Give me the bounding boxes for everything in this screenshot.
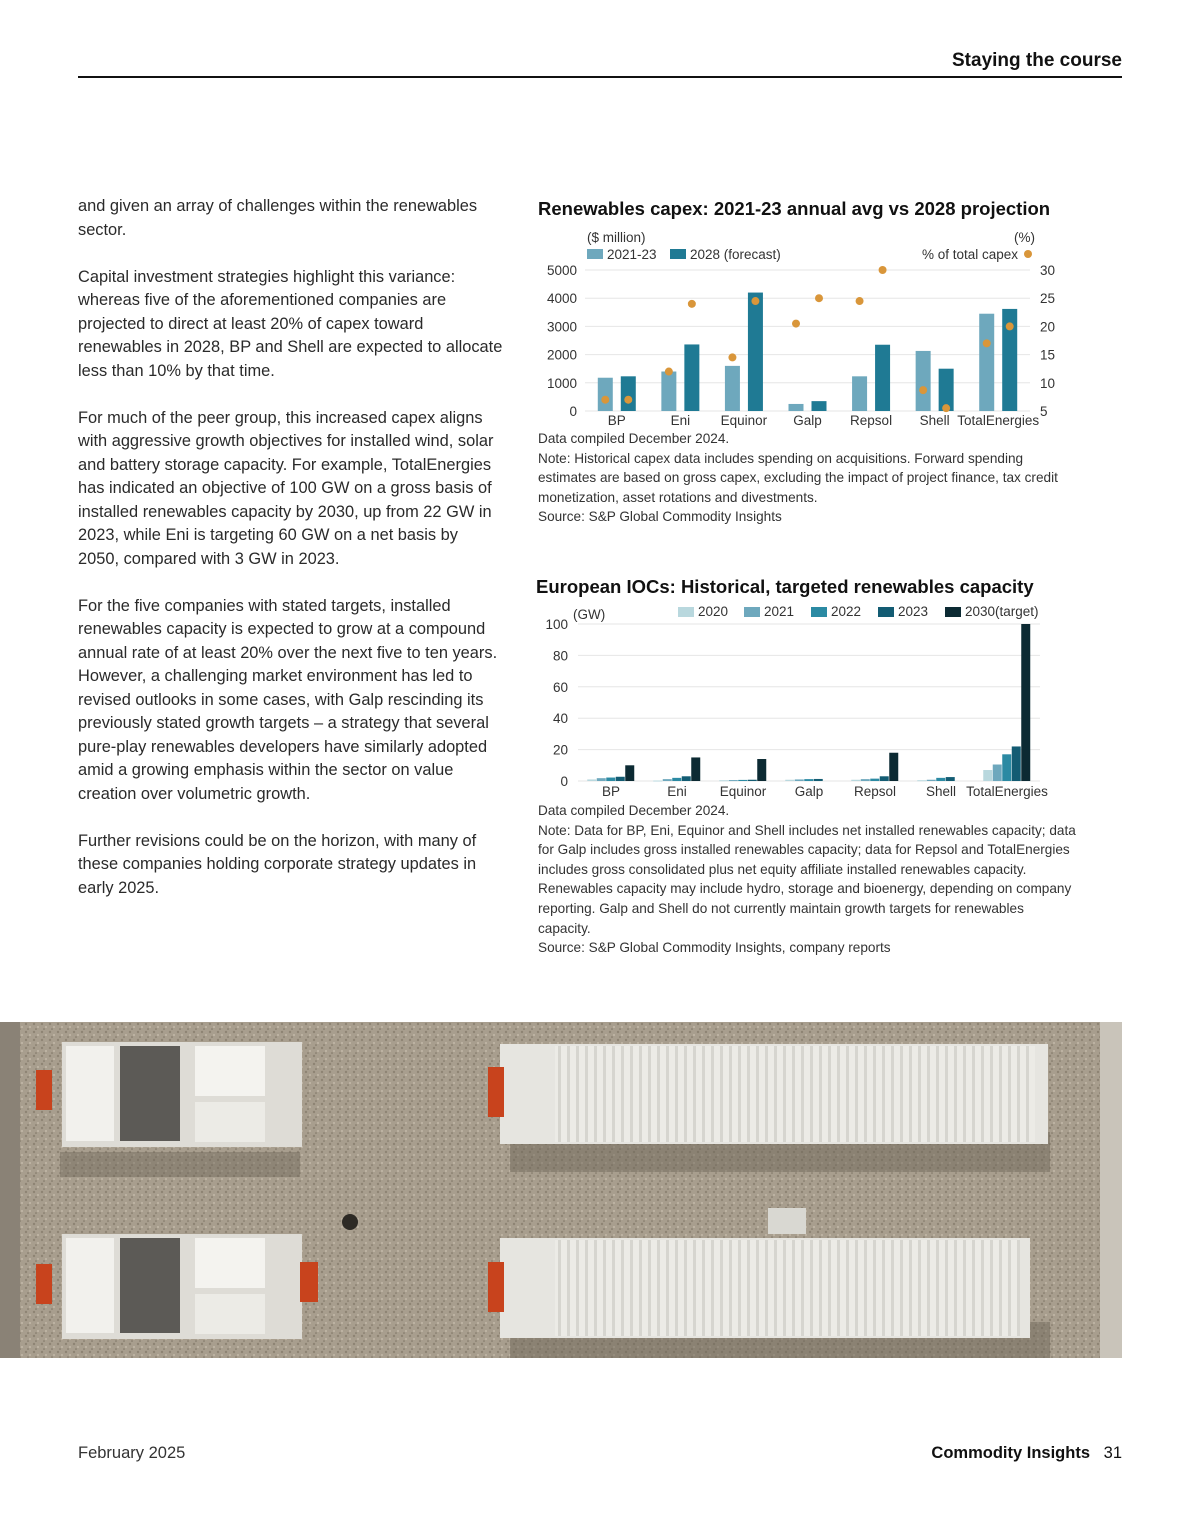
paragraph: Capital investment strategies highlight this variance: whereas five of the aforementioned companies are projected to direct at least 20% of capex toward renewables in 2028, BP and Shell are expected to allocate less than 10% by that time. bbox=[78, 267, 503, 380]
overlay-point bbox=[751, 297, 759, 305]
bar bbox=[814, 779, 823, 781]
bar bbox=[597, 778, 606, 781]
y2-tick-label: 30 bbox=[1040, 263, 1056, 278]
overlay-point bbox=[792, 320, 800, 328]
y2-tick-label: 25 bbox=[1040, 291, 1056, 307]
bar bbox=[738, 780, 747, 781]
y-tick-label: 100 bbox=[545, 617, 568, 632]
legend-swatch bbox=[744, 607, 760, 617]
overlay-point bbox=[728, 353, 736, 361]
overlay-point bbox=[983, 339, 991, 347]
x-tick-label: Shell bbox=[925, 784, 957, 799]
x-tick-label: TotalEnergies bbox=[957, 413, 1040, 428]
bar bbox=[916, 351, 931, 411]
bar bbox=[621, 376, 636, 411]
bar bbox=[880, 776, 889, 781]
y-tick-label: 1000 bbox=[546, 375, 577, 391]
legend-label: 2023 bbox=[898, 604, 929, 619]
chart-note: Note: Historical capex data includes spending on acquisitions. Forward spending estimates are based on gross capex, excluding the impact of project finance, tax credit monetization, asset rotations and divestments. bbox=[538, 450, 1058, 505]
legend-swatch bbox=[945, 607, 961, 617]
overlay-point bbox=[942, 404, 950, 412]
y-tick-label: 2000 bbox=[546, 347, 577, 363]
legend-swatch bbox=[878, 607, 894, 617]
paragraph: For much of the peer group, this increased capex aligns with aggressive growth objectives for installed wind, solar and battery storage capacity. For example, TotalEnergies has indicated an objective of 100 GW on a gross basis of installed renewables capacity by 2030, up from 22 GW in 2023, while Eni is targeting 60 GW on a net basis by 2050, compared with 3 GW in 2023. bbox=[78, 408, 494, 568]
bar bbox=[748, 293, 763, 411]
bar bbox=[1002, 754, 1011, 781]
x-tick-label: BP bbox=[607, 413, 626, 428]
y2-axis-label: (%) bbox=[1014, 230, 1035, 245]
paragraph: and given an array of challenges within the renewables sector. bbox=[78, 197, 478, 239]
legend-label: 2030(target) bbox=[965, 604, 1039, 619]
overlay-point bbox=[1006, 322, 1014, 330]
x-tick-label: Galp bbox=[794, 784, 824, 799]
bar bbox=[983, 770, 992, 781]
chart-note: Data compiled December 2024. bbox=[538, 803, 730, 818]
x-tick-label: Equinor bbox=[719, 784, 767, 799]
legend-swatch bbox=[811, 607, 827, 617]
overlay-point bbox=[815, 294, 823, 302]
bar bbox=[682, 776, 691, 781]
bar bbox=[725, 366, 740, 411]
bar bbox=[587, 779, 596, 781]
capacity-chart-title: European IOCs: Historical, targeted renewables capacity bbox=[536, 576, 1034, 597]
bar bbox=[785, 780, 794, 781]
overlay-point bbox=[919, 386, 927, 394]
paragraph: Further revisions could be on the horizon, with many of these companies holding corporate strategy updates in early 2025. bbox=[78, 831, 477, 897]
bar bbox=[684, 344, 699, 411]
legend-label: 2028 (forecast) bbox=[690, 247, 781, 262]
bar bbox=[757, 759, 766, 781]
bar bbox=[851, 780, 860, 781]
x-tick-label: Repsol bbox=[850, 413, 893, 428]
bar bbox=[748, 780, 757, 781]
section-title: Staying the course bbox=[952, 50, 1122, 71]
chart-note: Source: S&P Global Commodity Insights bbox=[538, 509, 782, 525]
bar bbox=[1012, 746, 1021, 781]
bar bbox=[946, 777, 955, 781]
overlay-point bbox=[665, 368, 673, 376]
y-tick-label: 5000 bbox=[546, 263, 577, 278]
overlay-point bbox=[688, 300, 696, 308]
bar bbox=[852, 376, 867, 411]
bar bbox=[789, 404, 804, 411]
footer-date: February 2025 bbox=[78, 1444, 186, 1462]
x-tick-label: Repsol bbox=[853, 784, 897, 799]
bar bbox=[672, 778, 681, 781]
x-tick-label: BP bbox=[601, 784, 621, 799]
y2-tick-label: 20 bbox=[1040, 319, 1056, 335]
y-tick-label: 40 bbox=[552, 711, 568, 727]
bar bbox=[598, 378, 613, 411]
x-tick-label: Galp bbox=[793, 413, 822, 428]
y-tick-label: 4000 bbox=[546, 291, 577, 307]
x-tick-label: Equinor bbox=[720, 413, 768, 428]
bar bbox=[729, 780, 738, 781]
y-tick-label: 0 bbox=[569, 404, 577, 419]
capex-chart-notes bbox=[538, 429, 1078, 527]
chart-note: Note: Data for BP, Eni, Equinor and Shell includes net installed renewables capacity; data for Galp includes gross installed renewables capacity; data for Repsol and TotalEnergies includes gross consolidated plus net equity affiliate installed renewables capacity. Renewables capacity may include hydro, storage and bioenergy, depending on company reporting. Galp and Shell do not currently maintain growth targets for renewables capacity. bbox=[538, 822, 1076, 936]
bar bbox=[795, 779, 804, 781]
x-tick-label: Eni bbox=[667, 784, 687, 799]
legend-label: 2020 bbox=[698, 604, 729, 619]
bar bbox=[719, 780, 728, 781]
capex-chart bbox=[530, 226, 1070, 436]
footer-brand: Commodity Insights bbox=[931, 1444, 1090, 1462]
bar bbox=[889, 753, 898, 781]
bar bbox=[927, 780, 936, 781]
bar bbox=[979, 314, 994, 411]
bar bbox=[875, 345, 890, 411]
x-tick-label: Eni bbox=[670, 413, 691, 428]
y2-tick-label: 15 bbox=[1040, 347, 1056, 363]
paragraph: For the five companies with stated targets, installed renewables capacity is expected to grow at a compound annual rate of at least 20% over the next five to ten years. However, a challenging market environment has led to revised outlooks in some cases, with Galp rescinding its previously stated growth targets – a strategy that several pure-play renewables developers have similarly adopted amid a growing emphasis within the sector on value creation over volumetric growth. bbox=[78, 596, 498, 803]
bar bbox=[661, 372, 676, 411]
x-tick-label: Shell bbox=[919, 413, 950, 428]
header-divider bbox=[78, 76, 1122, 78]
chart-note: Source: S&P Global Commodity Insights, company reports bbox=[538, 940, 891, 956]
legend-label: 2021 bbox=[764, 604, 795, 619]
legend-swatch bbox=[587, 249, 603, 259]
y2-tick-label: 5 bbox=[1040, 404, 1048, 419]
capacity-chart-notes bbox=[538, 801, 1078, 958]
legend-label: 2022 bbox=[831, 604, 862, 619]
x-tick-label: TotalEnergies bbox=[966, 784, 1048, 799]
legend-swatch bbox=[678, 607, 694, 617]
bar bbox=[861, 779, 870, 781]
y-tick-label: 3000 bbox=[546, 319, 577, 335]
legend-dot bbox=[1024, 250, 1032, 258]
bar bbox=[653, 781, 662, 782]
bar bbox=[625, 765, 634, 781]
legend-label: % of total capex bbox=[921, 247, 1018, 262]
y-axis-label: ($ million) bbox=[587, 230, 646, 245]
legend-swatch bbox=[670, 249, 686, 259]
bar bbox=[663, 779, 672, 781]
legend-label: 2021-23 bbox=[607, 247, 657, 262]
overlay-point bbox=[856, 297, 864, 305]
bar bbox=[936, 778, 945, 781]
overlay-point bbox=[601, 396, 609, 404]
bar bbox=[870, 779, 879, 781]
y-tick-label: 0 bbox=[560, 774, 568, 789]
y2-tick-label: 10 bbox=[1040, 375, 1056, 391]
overlay-point bbox=[879, 266, 887, 274]
bar bbox=[993, 765, 1002, 781]
bar bbox=[1021, 624, 1030, 781]
y-tick-label: 20 bbox=[552, 742, 568, 758]
bar bbox=[804, 779, 813, 781]
bar bbox=[812, 401, 827, 411]
bar bbox=[616, 777, 625, 781]
y-tick-label: 80 bbox=[552, 648, 568, 664]
y-tick-label: 60 bbox=[552, 679, 568, 695]
capex-chart-title: Renewables capex: 2021-23 annual avg vs 2028 projection bbox=[538, 198, 1051, 219]
chart-note: Data compiled December 2024. bbox=[538, 431, 730, 446]
bar bbox=[917, 780, 926, 781]
y-axis-label: (GW) bbox=[573, 607, 606, 622]
capacity-chart bbox=[530, 600, 1070, 802]
battery-storage-aerial-photo bbox=[0, 1022, 1122, 1358]
overlay-point bbox=[624, 396, 632, 404]
page-number: 31 bbox=[1103, 1444, 1122, 1462]
article-body bbox=[78, 195, 503, 924]
bar bbox=[691, 757, 700, 781]
bar bbox=[606, 778, 615, 781]
